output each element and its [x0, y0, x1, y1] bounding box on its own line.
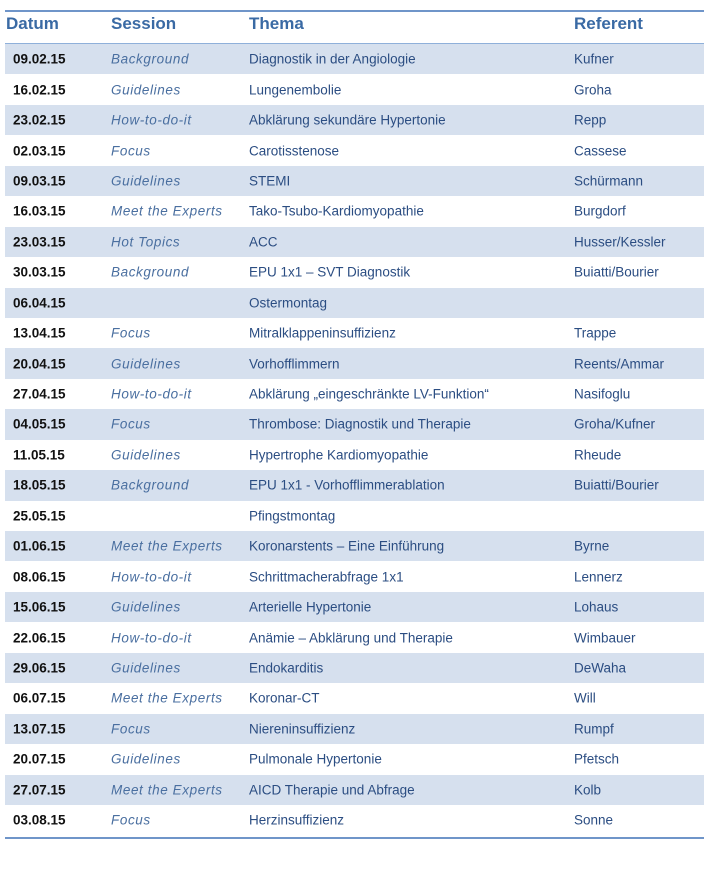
session-cell: Focus	[111, 325, 151, 341]
speaker-cell: Groha	[574, 82, 612, 98]
table-row	[5, 440, 704, 470]
table-row	[5, 74, 704, 104]
table-row	[5, 105, 704, 135]
header-topic: Thema	[249, 14, 304, 33]
topic-cell: EPU 1x1 - Vorhofflimmerablation	[249, 477, 445, 493]
bottom-rule	[5, 837, 704, 839]
date-cell: 09.03.15	[13, 173, 66, 189]
speaker-cell: Burgdorf	[574, 203, 626, 219]
topic-cell: Arterielle Hypertonie	[249, 599, 372, 615]
date-cell: 25.05.15	[13, 508, 66, 524]
table-row	[5, 744, 704, 774]
session-cell: Meet the Experts	[111, 690, 223, 706]
header-speaker: Referent	[574, 14, 643, 33]
speaker-cell: Buiatti/Bourier	[574, 477, 659, 493]
date-cell: 08.06.15	[13, 569, 66, 585]
speaker-cell: Rumpf	[574, 721, 614, 737]
table-row	[5, 561, 704, 591]
table-row	[5, 135, 704, 165]
session-cell: Background	[111, 264, 190, 280]
speaker-cell: Trappe	[574, 325, 617, 341]
topic-cell: Carotisstenose	[249, 143, 340, 159]
date-cell: 15.06.15	[13, 599, 66, 615]
date-cell: 01.06.15	[13, 538, 66, 554]
topic-cell: Abklärung sekundäre Hypertonie	[249, 112, 446, 128]
table-row	[5, 257, 704, 287]
table-row	[5, 531, 704, 561]
schedule-table	[5, 10, 704, 839]
session-cell: Guidelines	[111, 173, 181, 189]
session-cell: Guidelines	[111, 751, 181, 767]
speaker-cell: Nasifoglu	[574, 386, 631, 402]
table-row	[5, 409, 704, 439]
session-cell: Focus	[111, 143, 151, 159]
speaker-cell: Buiatti/Bourier	[574, 264, 659, 280]
table-row	[5, 227, 704, 257]
table-row	[5, 318, 704, 348]
session-cell: Focus	[111, 721, 151, 737]
date-cell: 30.03.15	[13, 264, 66, 280]
speaker-cell: Reents/Ammar	[574, 356, 665, 372]
session-cell: How-to-do-it	[111, 569, 192, 585]
topic-cell: Mitralklappeninsuffizienz	[249, 325, 396, 341]
date-cell: 27.07.15	[13, 782, 66, 798]
speaker-cell: Kufner	[574, 51, 614, 67]
session-cell: Focus	[111, 812, 151, 828]
speaker-cell: Groha/Kufner	[574, 416, 656, 432]
session-cell: Meet the Experts	[111, 538, 223, 554]
session-cell: Meet the Experts	[111, 782, 223, 798]
date-cell: 04.05.15	[13, 416, 66, 432]
date-cell: 18.05.15	[13, 477, 66, 493]
date-cell: 11.05.15	[13, 447, 65, 463]
topic-cell: AICD Therapie und Abfrage	[249, 782, 415, 798]
session-cell: Background	[111, 477, 190, 493]
date-cell: 16.03.15	[13, 203, 66, 219]
topic-cell: Ostermontag	[249, 295, 328, 311]
topic-cell: Abklärung „eingeschränkte LV-Funktion“	[249, 386, 489, 402]
topic-cell: Endokarditis	[249, 660, 324, 676]
table-row	[5, 196, 704, 226]
topic-cell: STEMI	[249, 173, 291, 189]
topic-cell: Niereninsuffizienz	[249, 721, 356, 737]
topic-cell: Herzinsuffizienz	[249, 812, 345, 828]
table-row	[5, 592, 704, 622]
date-cell: 13.07.15	[13, 721, 66, 737]
topic-cell: Hypertrophe Kardiomyopathie	[249, 447, 429, 463]
topic-cell: Koronar-CT	[249, 690, 320, 706]
table-row	[5, 288, 704, 318]
table-row	[5, 714, 704, 744]
topic-cell: Diagnostik in der Angiologie	[249, 51, 416, 67]
topic-cell: Lungenembolie	[249, 82, 342, 98]
date-cell: 03.08.15	[13, 812, 66, 828]
session-cell: Meet the Experts	[111, 203, 223, 219]
topic-cell: Schrittmacherabfrage 1x1	[249, 569, 404, 585]
topic-cell: Tako-Tsubo-Kardiomyopathie	[249, 203, 424, 219]
speaker-cell: Wimbauer	[574, 630, 636, 646]
session-cell: Guidelines	[111, 356, 181, 372]
speaker-cell: Husser/Kessler	[574, 234, 666, 250]
header-date: Datum	[6, 14, 59, 33]
table-row	[5, 775, 704, 805]
table-row	[5, 805, 704, 835]
topic-cell: Vorhofflimmern	[249, 356, 340, 372]
date-cell: 20.04.15	[13, 356, 66, 372]
session-cell: Background	[111, 51, 190, 67]
date-cell: 23.03.15	[13, 234, 66, 250]
date-cell: 20.07.15	[13, 751, 66, 767]
speaker-cell: Kolb	[574, 782, 602, 798]
date-cell: 23.02.15	[13, 112, 66, 128]
session-cell: How-to-do-it	[111, 630, 192, 646]
topic-cell: Koronarstents – Eine Einführung	[249, 538, 445, 554]
table-row	[5, 653, 704, 683]
session-cell: How-to-do-it	[111, 386, 192, 402]
topic-cell: Pulmonale Hypertonie	[249, 751, 382, 767]
date-cell: 02.03.15	[13, 143, 66, 159]
session-cell: Focus	[111, 416, 151, 432]
table-body	[5, 44, 704, 835]
topic-cell: Anämie – Abklärung und Therapie	[249, 630, 453, 646]
speaker-cell: Repp	[574, 112, 607, 128]
speaker-cell: Lennerz	[574, 569, 623, 585]
table-row	[5, 44, 704, 74]
date-cell: 22.06.15	[13, 630, 66, 646]
topic-cell: ACC	[249, 234, 278, 250]
table-row	[5, 501, 704, 531]
speaker-cell: Byrne	[574, 538, 610, 554]
speaker-cell: DeWaha	[574, 660, 627, 676]
session-cell: Guidelines	[111, 447, 181, 463]
date-cell: 06.07.15	[13, 690, 66, 706]
speaker-cell: Rheude	[574, 447, 622, 463]
topic-cell: EPU 1x1 – SVT Diagnostik	[249, 264, 411, 280]
speaker-cell: Will	[574, 690, 596, 706]
table-row	[5, 379, 704, 409]
table-row	[5, 348, 704, 378]
date-cell: 13.04.15	[13, 325, 66, 341]
date-cell: 06.04.15	[13, 295, 66, 311]
speaker-cell: Sonne	[574, 812, 614, 828]
table-row	[5, 166, 704, 196]
date-cell: 16.02.15	[13, 82, 66, 98]
speaker-cell: Pfetsch	[574, 751, 620, 767]
topic-cell: Thrombose: Diagnostik und Therapie	[249, 416, 471, 432]
header-session: Session	[111, 14, 177, 33]
session-cell: Hot Topics	[111, 234, 181, 250]
speaker-cell: Cassese	[574, 143, 627, 159]
session-cell: Guidelines	[111, 82, 181, 98]
date-cell: 29.06.15	[13, 660, 66, 676]
session-cell: How-to-do-it	[111, 112, 192, 128]
speaker-cell: Schürmann	[574, 173, 644, 189]
table-row	[5, 470, 704, 500]
session-cell: Guidelines	[111, 599, 181, 615]
session-cell: Guidelines	[111, 660, 181, 676]
date-cell: 09.02.15	[13, 51, 66, 67]
table-header	[5, 12, 704, 43]
table-row	[5, 683, 704, 713]
topic-cell: Pfingstmontag	[249, 508, 336, 524]
speaker-cell: Lohaus	[574, 599, 619, 615]
table-row	[5, 622, 704, 652]
date-cell: 27.04.15	[13, 386, 66, 402]
